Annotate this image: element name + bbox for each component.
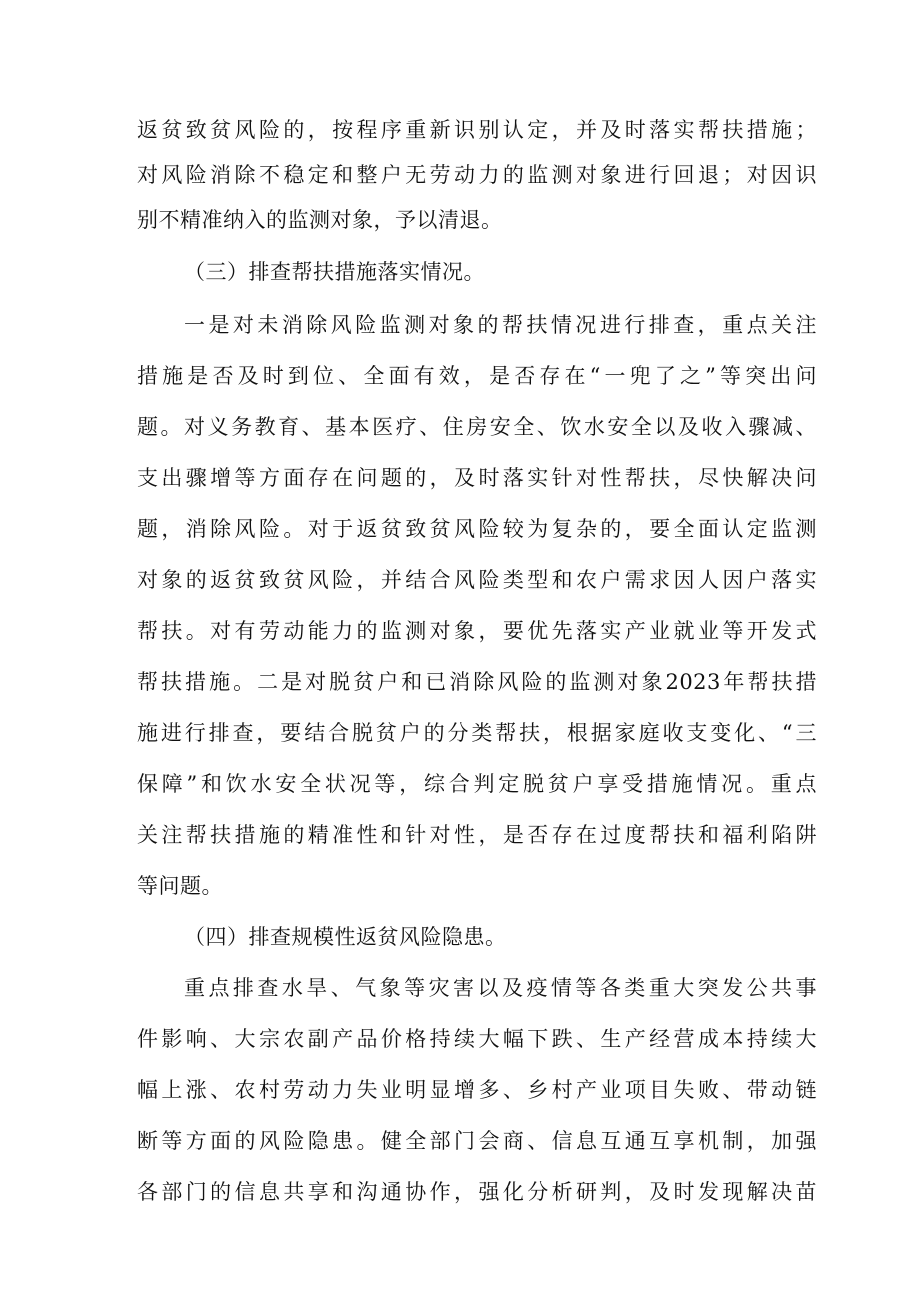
text-line-16: 等问题。 xyxy=(137,874,223,898)
section-heading-3: （三）排查帮扶措施落实情况。 xyxy=(184,260,485,284)
text-line-18: 重点排查水旱、气象等灾害以及疫情等各类重大突发公共事 xyxy=(184,976,817,1000)
text-line-12: 帮扶措施。二是对脱贫户和已消除风险的监测对象2023年帮扶措 xyxy=(137,670,817,694)
text-line-20: 幅上涨、农村劳动力失业明显增多、乡村产业项目失败、带动链 xyxy=(137,1078,817,1102)
text-line-1: 返贫致贫风险的，按程序重新识别认定，并及时落实帮扶措施； xyxy=(137,118,817,142)
text-line-3: 别不精准纳入的监测对象，予以清退。 xyxy=(137,208,503,232)
text-line-9: 题，消除风险。对于返贫致贫风险较为复杂的，要全面认定监测 xyxy=(137,517,817,541)
text-line-6: 措施是否及时到位、全面有效，是否存在“一兜了之”等突出问 xyxy=(137,364,817,388)
text-line-19: 件影响、大宗农副产品价格持续大幅下跌、生产经营成本持续大 xyxy=(137,1027,817,1051)
section-heading-4: （四）排查规模性返贫风险隐患。 xyxy=(184,925,507,949)
text-line-15: 关注帮扶措施的精准性和针对性，是否存在过度帮扶和福利陷阱 xyxy=(137,823,817,847)
text-line-14: 保障”和饮水安全状况等，综合判定脱贫户享受措施情况。重点 xyxy=(137,772,817,796)
text-line-5: 一是对未消除风险监测对象的帮扶情况进行排查，重点关注 xyxy=(184,313,817,337)
text-line-11: 帮扶。对有劳动能力的监测对象，要优先落实产业就业等开发式 xyxy=(137,619,817,643)
text-line-21: 断等方面的风险隐患。健全部门会商、信息互通互享机制，加强 xyxy=(137,1129,817,1153)
text-line-7: 题。对义务教育、基本医疗、住房安全、饮水安全以及收入骤减、 xyxy=(137,415,817,439)
text-line-13: 施进行排查，要结合脱贫户的分类帮扶，根据家庭收支变化、“三 xyxy=(137,721,817,745)
text-line-8: 支出骤增等方面存在问题的，及时落实针对性帮扶，尽快解决问 xyxy=(137,466,817,490)
text-line-10: 对象的返贫致贫风险，并结合风险类型和农户需求因人因户落实 xyxy=(137,568,817,592)
text-line-22: 各部门的信息共享和沟通协作，强化分析研判，及时发现解决苗 xyxy=(137,1180,817,1204)
text-line-2: 对风险消除不稳定和整户无劳动力的监测对象进行回退；对因识 xyxy=(137,163,817,187)
